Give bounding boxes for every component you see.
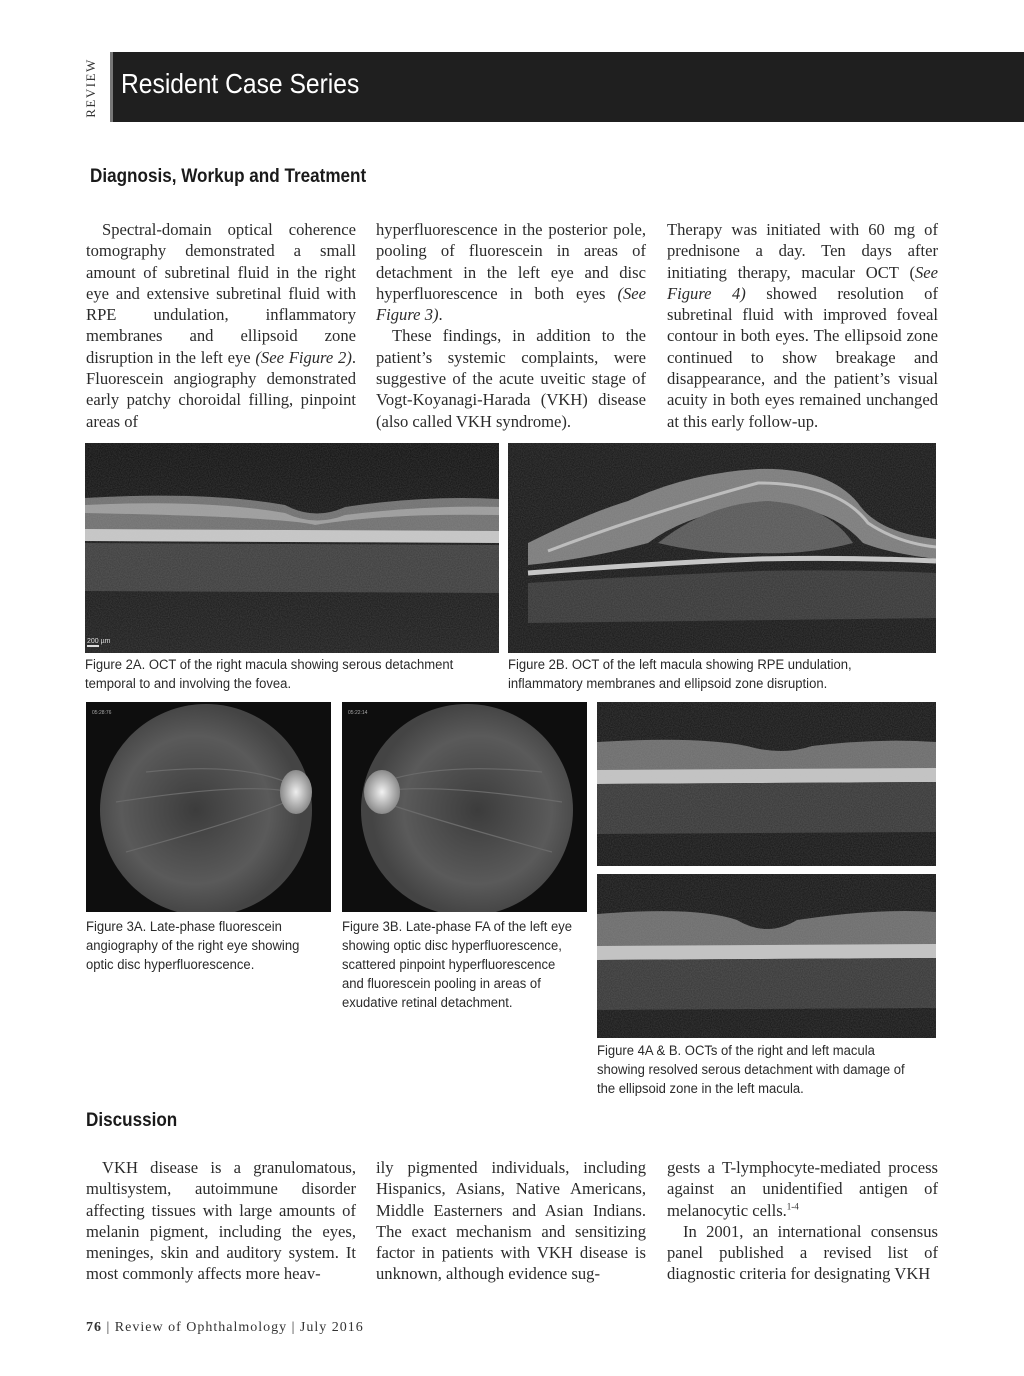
figure-3a-angiography-image [86,702,331,912]
section-heading-diagnosis: Diagnosis, Workup and Treatment [90,166,367,187]
figure-reference: See Figure 4) [667,262,938,303]
figure-3b-caption: Figure 3B. Late-phase FA of the left eye showing optic disc hyperfluorescence, scattered pinpoint hyperfluorescence and fluorescein pooling in areas of exudative retinal detachment. [342,919,573,1011]
figure-3a-caption: Figure 3A. Late-phase fluorescein angiography of the right eye showing optic disc hyperfluorescence. [86,919,300,973]
figure-2b-oct-image [508,443,936,653]
figure-4a-oct-image [597,702,936,866]
text-column-3 [667,219,938,432]
paragraph: In 2001, an international consensus panel published a revised list of diagnostic criteria for designating VKH [667,1221,938,1284]
paragraph [667,1157,938,1221]
paragraph: VKH disease is a granulomatous, multisystem, autoimmune disorder affecting tissues with large amounts of melanin pigment, including the eyes, meninges, skin and auditory system. It most commonly affects more heav- [86,1158,356,1284]
text-run: . [438,305,443,325]
text-run: Therapy was initiated with 60 mg of prednisone a day. Ten days after initiating therapy, macular OCT ( [667,220,938,282]
text-run: . Fluorescein angiography demonstrated early patchy choroidal filling, pinpoint areas of [86,347,356,431]
figure-4-caption: Figure 4A & B. OCTs of the right and left macula showing resolved serous detachment with damage of the ellipsoid zone in the left macula. [597,1043,905,1097]
section-heading-discussion: Discussion [86,1110,178,1131]
side-label [76,52,106,124]
figure-3b-angiography-image [342,702,587,912]
figure-2a-caption: Figure 2A. OCT of the right macula showing serous detachment temporal to and involving the fovea. [85,657,454,692]
figure-reference: (See Figure 2) [255,347,352,367]
paragraph [667,219,938,432]
header-bar [110,52,1024,122]
paragraph: ily pigmented individuals, including Hispanics, Asians, Native Americans, Middle Easterners and Asian Indians. The exact mechanism and sensitizing factor in patients with VKH disease is unknown, although evidence sug- [376,1158,646,1284]
discussion-column-3 [667,1157,938,1285]
text-column-2 [376,219,646,432]
paragraph [376,219,646,325]
timestamp-label: 05:22:14 [348,710,368,716]
figure-2b-caption: Figure 2B. OCT of the left macula showing RPE undulation, inflammatory membranes and ellipsoid zone disruption. [508,657,852,692]
text-run: Spectral-domain optical coherence tomography demonstrated a small amount of subretinal fluid in the right eye and extensive subretinal fluid with RPE undulation, inflammatory membranes and ellipsoid zone disruption in the left eye [86,220,356,367]
text-run: hyperfluorescence in the posterior pole, pooling of fluorescein in areas of detachment in the left eye and disc hyperfluorescence in both eyes [376,220,646,303]
figure-reference: (See Figure 3) [376,283,646,325]
paragraph [86,219,356,432]
figure-4b-oct-image [597,874,936,1038]
page-number: 76 [86,1320,102,1335]
figure-2a-oct-image [85,443,499,653]
timestamp-label: 05:28:76 [92,710,112,716]
discussion-column-2 [376,1157,646,1285]
citation-superscript: 1-4 [786,1201,799,1212]
text-run: gests a T-lymphocyte-mediated process against an unidentified antigen of melanocytic cells. [667,1158,938,1220]
discussion-column-1 [86,1157,356,1285]
side-label-text: REVIEW [83,58,99,118]
footer-text: | Review of Ophthalmology | July 2016 [102,1320,364,1335]
page-title: Resident Case Series [121,68,360,99]
text-column-1 [86,219,356,432]
paragraph: These findings, in addition to the patient’s systemic complaints, were suggestive of the acute uveitic stage of Vogt-Koyanagi-Harada (VKH) disease (also called VKH syndrome). [376,326,646,431]
page-footer [86,1320,364,1336]
text-run: showed resolution of subretinal fluid with improved foveal contour in both eyes. The ellipsoid zone continued to show breakage and disappearance, and the patient’s visual acuity in both eyes remained unchanged at this early follow-up. [667,283,938,431]
scale-label: 200 µm [87,638,111,645]
